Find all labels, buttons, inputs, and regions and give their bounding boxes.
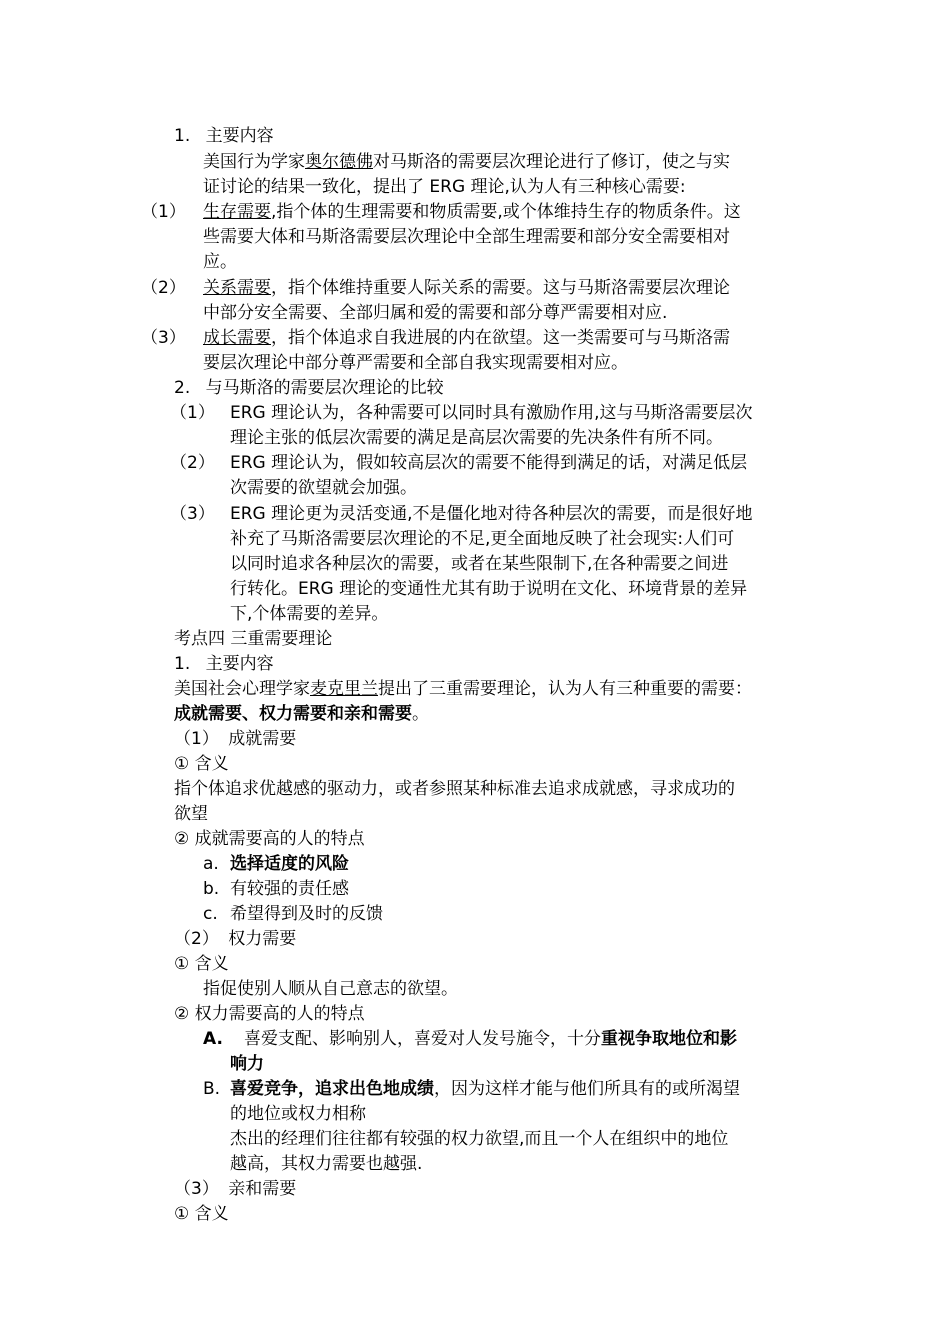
name-mcclelland: 麦克里兰 xyxy=(310,679,378,699)
name-alderfer: 奥尔德佛 xyxy=(305,152,373,172)
power-meaning-text: 指促使别人顺从自己意志的欲望。 xyxy=(203,979,458,999)
item-number: （1） xyxy=(141,202,186,222)
section1-intro-line1: 美国行为学家奥尔德佛对马斯洛的需要层次理论进行了修订，使之与实 xyxy=(203,152,730,172)
growth-need-line1: 成长需要，指个体追求自我进展的内在欲望。这一类需要可与马斯洛需 xyxy=(203,328,730,348)
power-trait-a-line2: 响力 xyxy=(230,1054,264,1074)
list-marker: B. xyxy=(203,1079,221,1099)
affiliation-meaning-label: ① 含义 xyxy=(174,1204,229,1224)
section1-heading-num: 1. xyxy=(174,126,191,146)
comparison2-line2: 次需要的欲望就会加强。 xyxy=(230,478,417,498)
achievement-trait-a: 选择适度的风险 xyxy=(230,854,349,874)
section2-heading xyxy=(174,376,444,401)
term-growth: 成长需要 xyxy=(203,328,271,348)
list-marker: b. xyxy=(203,879,220,899)
comparison3-line5: 下,个体需要的差异。 xyxy=(230,604,389,624)
section1-intro-line2: 证讨论的结果一致化，提出了 ERG 理论,认为人有三种核心需要: xyxy=(203,177,686,197)
term-existence: 生存需要 xyxy=(203,202,271,222)
item-number: （2） xyxy=(170,453,215,473)
item-number: （3） xyxy=(141,328,186,348)
comparison3-line2: 补充了马斯洛需要层次理论的不足,更全面地反映了社会现实:人们可 xyxy=(230,529,735,549)
power-meaning-label: ① 含义 xyxy=(174,954,229,974)
section1-heading-text: 主要内容 xyxy=(205,126,274,146)
comparison3-line1: ERG 理论更为灵活变通,不是僵化地对待各种层次的需要，而是很好地 xyxy=(230,504,753,524)
achievement-heading: （1） 成就需要 xyxy=(174,729,297,749)
affiliation-heading: （3） 亲和需要 xyxy=(174,1179,297,1199)
relatedness-need-line1: 关系需要，指个体维持重要人际关系的需要。这与马斯洛需要层次理论 xyxy=(203,278,730,298)
existence-need-line2: 些需要大体和马斯洛需要层次理论中全部生理需要和部分安全需要相对 xyxy=(203,227,730,247)
existence-need-line1: 生存需要,指个体的生理需要和物质需要,或个体维持生存的物质条件。这 xyxy=(203,202,741,222)
achievement-trait-b: 有较强的责任感 xyxy=(230,879,349,899)
comparison3-line4: 行转化。ERG 理论的变通性尤其有助于说明在文化、环境背景的差异 xyxy=(230,579,748,599)
kaodian4-intro-line2: 成就需要、权力需要和亲和需要。 xyxy=(174,704,429,724)
achievement-meaning-label: ① 含义 xyxy=(174,754,229,774)
achievement-meaning-line1: 指个体追求优越感的驱动力，或者参照某种标准去追求成就感，寻求成功的 xyxy=(174,779,735,799)
comparison3-line3: 以同时追求各种层次的需要，或者在某些限制下,在各种需要之间进 xyxy=(230,554,729,574)
item-number: （3） xyxy=(170,504,215,524)
item-number: （1） xyxy=(170,403,215,423)
power-trait-b-line2: 的地位或权力相称 xyxy=(230,1104,366,1124)
comparison2-line1: ERG 理论认为，假如较高层次的需要不能得到满足的话，对满足低层 xyxy=(230,453,748,473)
kaodian4-title: 考点四 三重需要理论 xyxy=(174,629,333,649)
power-trait-b-line4: 越高，其权力需要也越强. xyxy=(230,1154,423,1174)
comparison1-line1: ERG 理论认为，各种需要可以同时具有激励作用,这与马斯洛需要层次 xyxy=(230,403,753,423)
growth-need-line2: 要层次理论中部分尊严需要和全部自我实现需要相对应。 xyxy=(203,353,628,373)
list-marker: A. xyxy=(203,1029,223,1049)
power-heading: （2） 权力需要 xyxy=(174,929,297,949)
power-trait-b-line1: 喜爱竞争，追求出色地成绩，因为这样才能与他们所具有的或所渴望 xyxy=(230,1079,740,1099)
power-trait-b-line3: 杰出的经理们往往都有较强的权力欲望,而且一个人在组织中的地位 xyxy=(230,1129,729,1149)
comparison1-line2: 理论主张的低层次需要的满足是高层次需要的先决条件有所不同。 xyxy=(230,428,723,448)
item-number: （2） xyxy=(141,278,186,298)
achievement-trait-c: 希望得到及时的反馈 xyxy=(230,904,383,924)
achievement-traits-label: ② 成就需要高的人的特点 xyxy=(174,829,365,849)
relatedness-need-line2: 中部分安全需要、全部归属和爱的需要和部分尊严需要相对应. xyxy=(203,303,668,323)
list-marker: a. xyxy=(203,854,219,874)
list-marker: c. xyxy=(203,904,218,924)
kaodian4-subheading: 1. 主要内容 xyxy=(174,654,274,674)
section2-heading-text: 与马斯洛的需要层次理论的比较 xyxy=(205,378,444,398)
section1-heading xyxy=(174,124,274,149)
achievement-meaning-line2: 欲望 xyxy=(174,804,208,824)
term-relatedness: 关系需要 xyxy=(203,278,271,298)
section2-heading-num: 2. xyxy=(174,378,191,398)
power-trait-a-line1: 喜爱支配、影响别人，喜爱对人发号施令，十分重视争取地位和影 xyxy=(244,1029,737,1049)
power-traits-label: ② 权力需要高的人的特点 xyxy=(174,1004,365,1024)
kaodian4-intro-line1: 美国社会心理学家麦克里兰提出了三重需要理论，认为人有三种重要的需要： xyxy=(174,679,752,699)
existence-need-line3: 应。 xyxy=(203,252,237,272)
